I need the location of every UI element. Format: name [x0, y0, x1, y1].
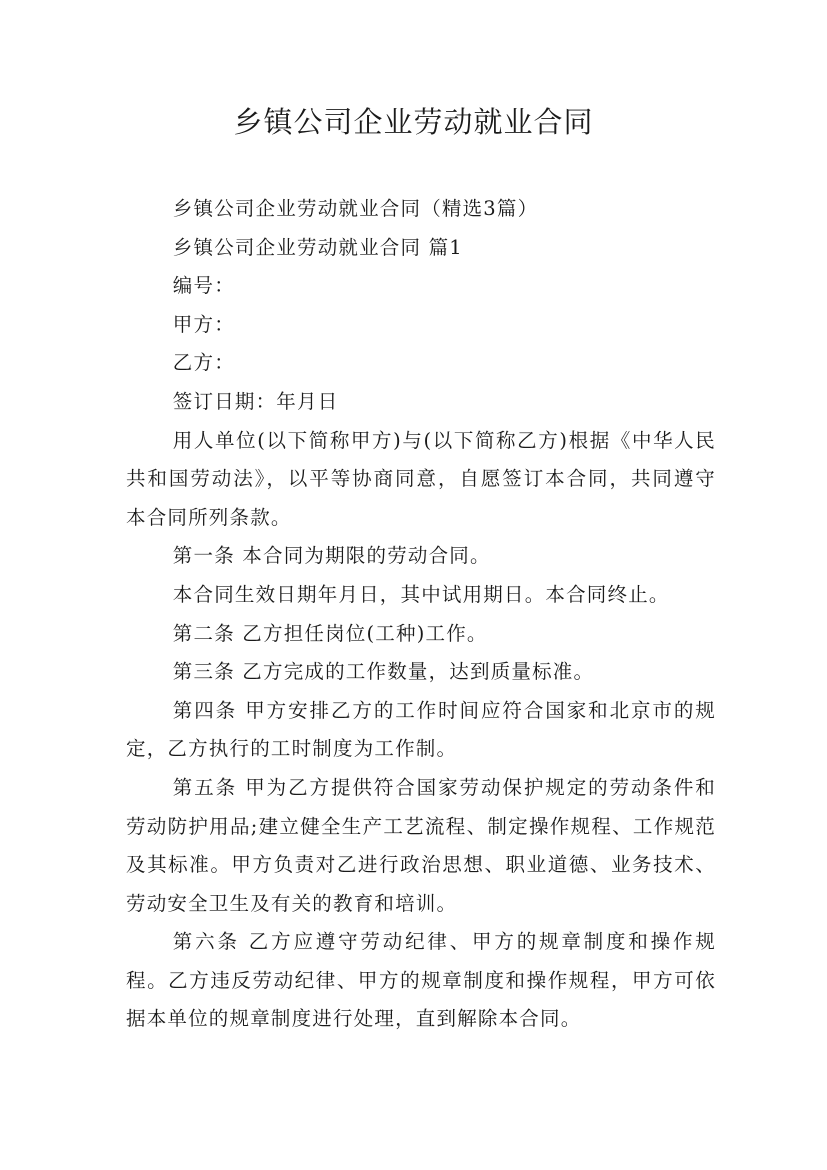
preamble-paragraph: 用人单位(以下简称甲方)与(以下简称乙方)根据《中华人民共和国劳动法》，以平等协商同意，自愿签订本合同，共同遵守本合同所列条款。 [126, 428, 716, 529]
signing-date-field: 签订日期：年月日 [172, 389, 339, 413]
section-heading: 乡镇公司企业劳动就业合同 篇1 [172, 235, 463, 259]
document-title: 乡镇公司企业劳动就业合同 [233, 105, 594, 139]
article-5: 第五条 甲为乙方提供符合国家劳动保护规定的劳动条件和劳动防护用品;建立健全生产工艺流程、制定操作规程、工作规范及其标准。甲方负责对乙进行政治思想、职业道德、业务技术、劳动安全卫生及有关的教育和培训。 [126, 775, 716, 915]
contract-number-field: 编号： [172, 274, 235, 298]
article-3: 第三条 乙方完成的工作数量，达到质量标准。 [172, 660, 595, 684]
subtitle-paragraph: 乡镇公司企业劳动就业合同（精选3篇） [172, 197, 539, 220]
article-1: 第一条 本合同为期限的劳动合同。 [172, 544, 491, 568]
party-a-field: 甲方： [172, 312, 235, 336]
effective-date-paragraph: 本合同生效日期年月日，其中试用期日。本合同终止。 [172, 582, 670, 606]
article-6: 第六条 乙方应遵守劳动纪律、甲方的规章制度和操作规程。乙方违反劳动纪律、甲方的规章制度和操作规程，甲方可依据本单位的规章制度进行处理，直到解除本合同。 [126, 930, 716, 1031]
article-4: 第四条 甲方安排乙方的工作时间应符合国家和北京市的规定，乙方执行的工时制度为工作制。 [126, 698, 716, 761]
article-2: 第二条 乙方担任岗位(工种)工作。 [172, 621, 488, 645]
document-body [126, 190, 716, 1039]
party-b-field: 乙方： [172, 351, 235, 375]
